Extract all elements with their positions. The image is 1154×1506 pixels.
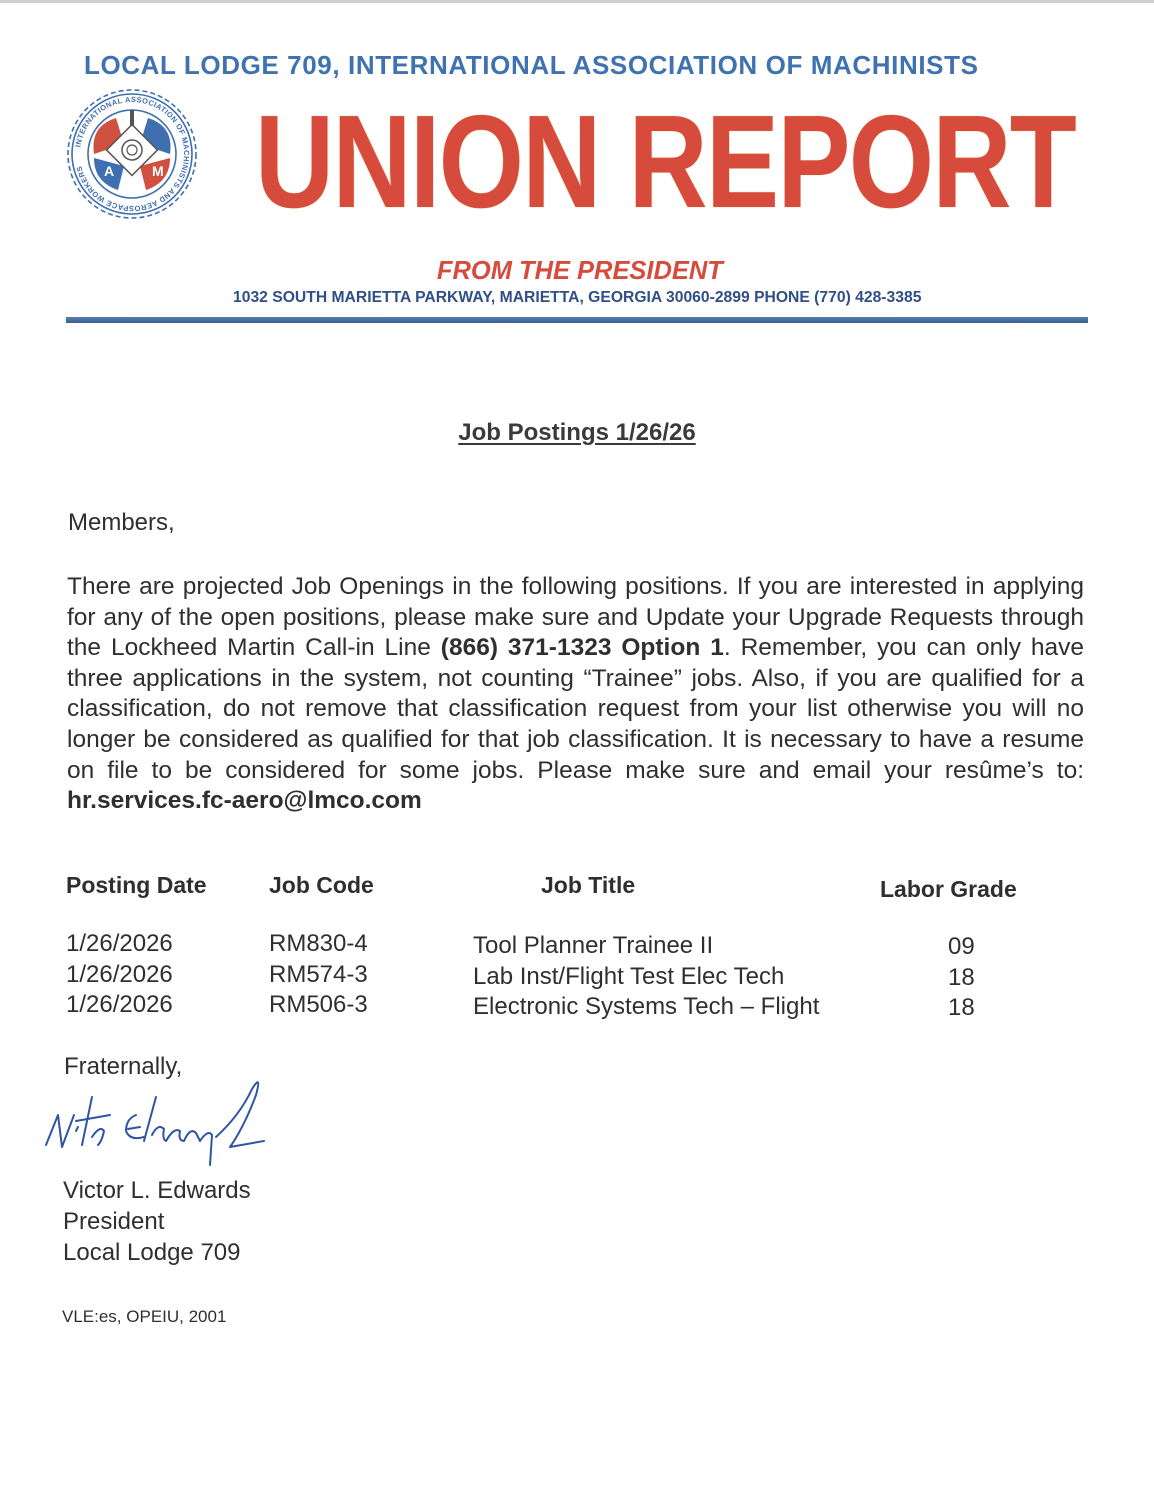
- job-code-cell: RM506-3: [269, 991, 368, 1018]
- posting-date-cell: 1/26/2026: [66, 930, 173, 957]
- job-code-cell: RM830-4: [269, 930, 368, 957]
- lodge-address: [0, 289, 1154, 307]
- iam-union-seal-icon: [64, 86, 200, 222]
- lodge-title: LOCAL LODGE 709, INTERNATIONAL ASSOCIATION OF MACHINISTS: [84, 50, 979, 80]
- table-row: [66, 930, 1066, 961]
- svg-text:INTERNATIONAL ASSOCIATION OF M: INTERNATIONAL ASSOCIATION OF MACHINISTS AND AEROSPACE WORKERS: [73, 94, 192, 214]
- job-title-cell: Electronic Systems Tech – Flight: [473, 993, 820, 1020]
- union-report-title: UNION REPORT: [255, 88, 1076, 235]
- body-paragraph: [67, 572, 1084, 817]
- hr-email-address[interactable]: hr.services.fc-aero@lmco.com: [67, 787, 422, 815]
- job-title-cell: Tool Planner Trainee II: [473, 932, 714, 959]
- address-text: 1032 SOUTH MARIETTA PARKWAY, MARIETTA, GEORGIA 30060-2899 PHONE (770) 428-3385: [232, 289, 922, 306]
- reference-initials: VLE:es, OPEIU, 2001: [62, 1307, 227, 1326]
- body-text-part2: . Remember, you can only have three applications in the system, not counting “Trainee” jobs. Also, if you are qualified for a classification, do not remove that classification request from your list otherwise you will no longer be considered as qualified for that job classification. It is necessary to have a resume on file to be considered for some jobs. Please make sure and email your resûme’s to:: [67, 634, 1085, 784]
- header-job-title: Job Title: [541, 872, 636, 898]
- signer-title: President: [63, 1208, 165, 1235]
- job-title-cell: Lab Inst/Flight Test Elec Tech: [473, 963, 785, 990]
- header-job-code: Job Code: [269, 872, 374, 898]
- closing-salutation: Fraternally,: [64, 1053, 183, 1080]
- header-labor-grade: Labor Grade: [880, 876, 1017, 902]
- labor-grade-cell: 09: [948, 933, 975, 960]
- heading-text: Job Postings 1/26/26: [458, 419, 696, 446]
- table-row: [66, 961, 1066, 992]
- body-text-part1: There are projected Job Openings in the following positions. If you are interested in applying for any of the open positions, please make sure and Update your Upgrade Requests through the Lockheed Martin Call-in Line: [67, 573, 1084, 662]
- header-divider: [66, 317, 1088, 323]
- svg-text:A: A: [104, 163, 115, 179]
- greeting: Members,: [68, 509, 175, 536]
- from-the-president-subtitle: [0, 255, 1154, 286]
- handwritten-signature-icon: [40, 1075, 270, 1175]
- table-row: [66, 991, 1066, 1022]
- job-code-cell: RM574-3: [269, 961, 368, 988]
- svg-text:M: M: [152, 163, 164, 179]
- posting-date-cell: 1/26/2026: [66, 961, 173, 988]
- call-in-line-phone: (866) 371-1323 Option 1: [440, 634, 724, 662]
- signer-organization: Local Lodge 709: [63, 1239, 241, 1266]
- signer-block: [63, 1175, 251, 1268]
- page-top-edge: [0, 0, 1154, 3]
- labor-grade-cell: 18: [948, 964, 975, 991]
- document-heading: [0, 419, 1154, 447]
- posting-date-cell: 1/26/2026: [66, 991, 173, 1018]
- signer-name: Victor L. Edwards: [63, 1177, 251, 1204]
- subtitle-text: FROM THE PRESIDENT: [437, 255, 723, 285]
- header-posting-date: Posting Date: [66, 872, 207, 898]
- labor-grade-cell: 18: [948, 994, 975, 1021]
